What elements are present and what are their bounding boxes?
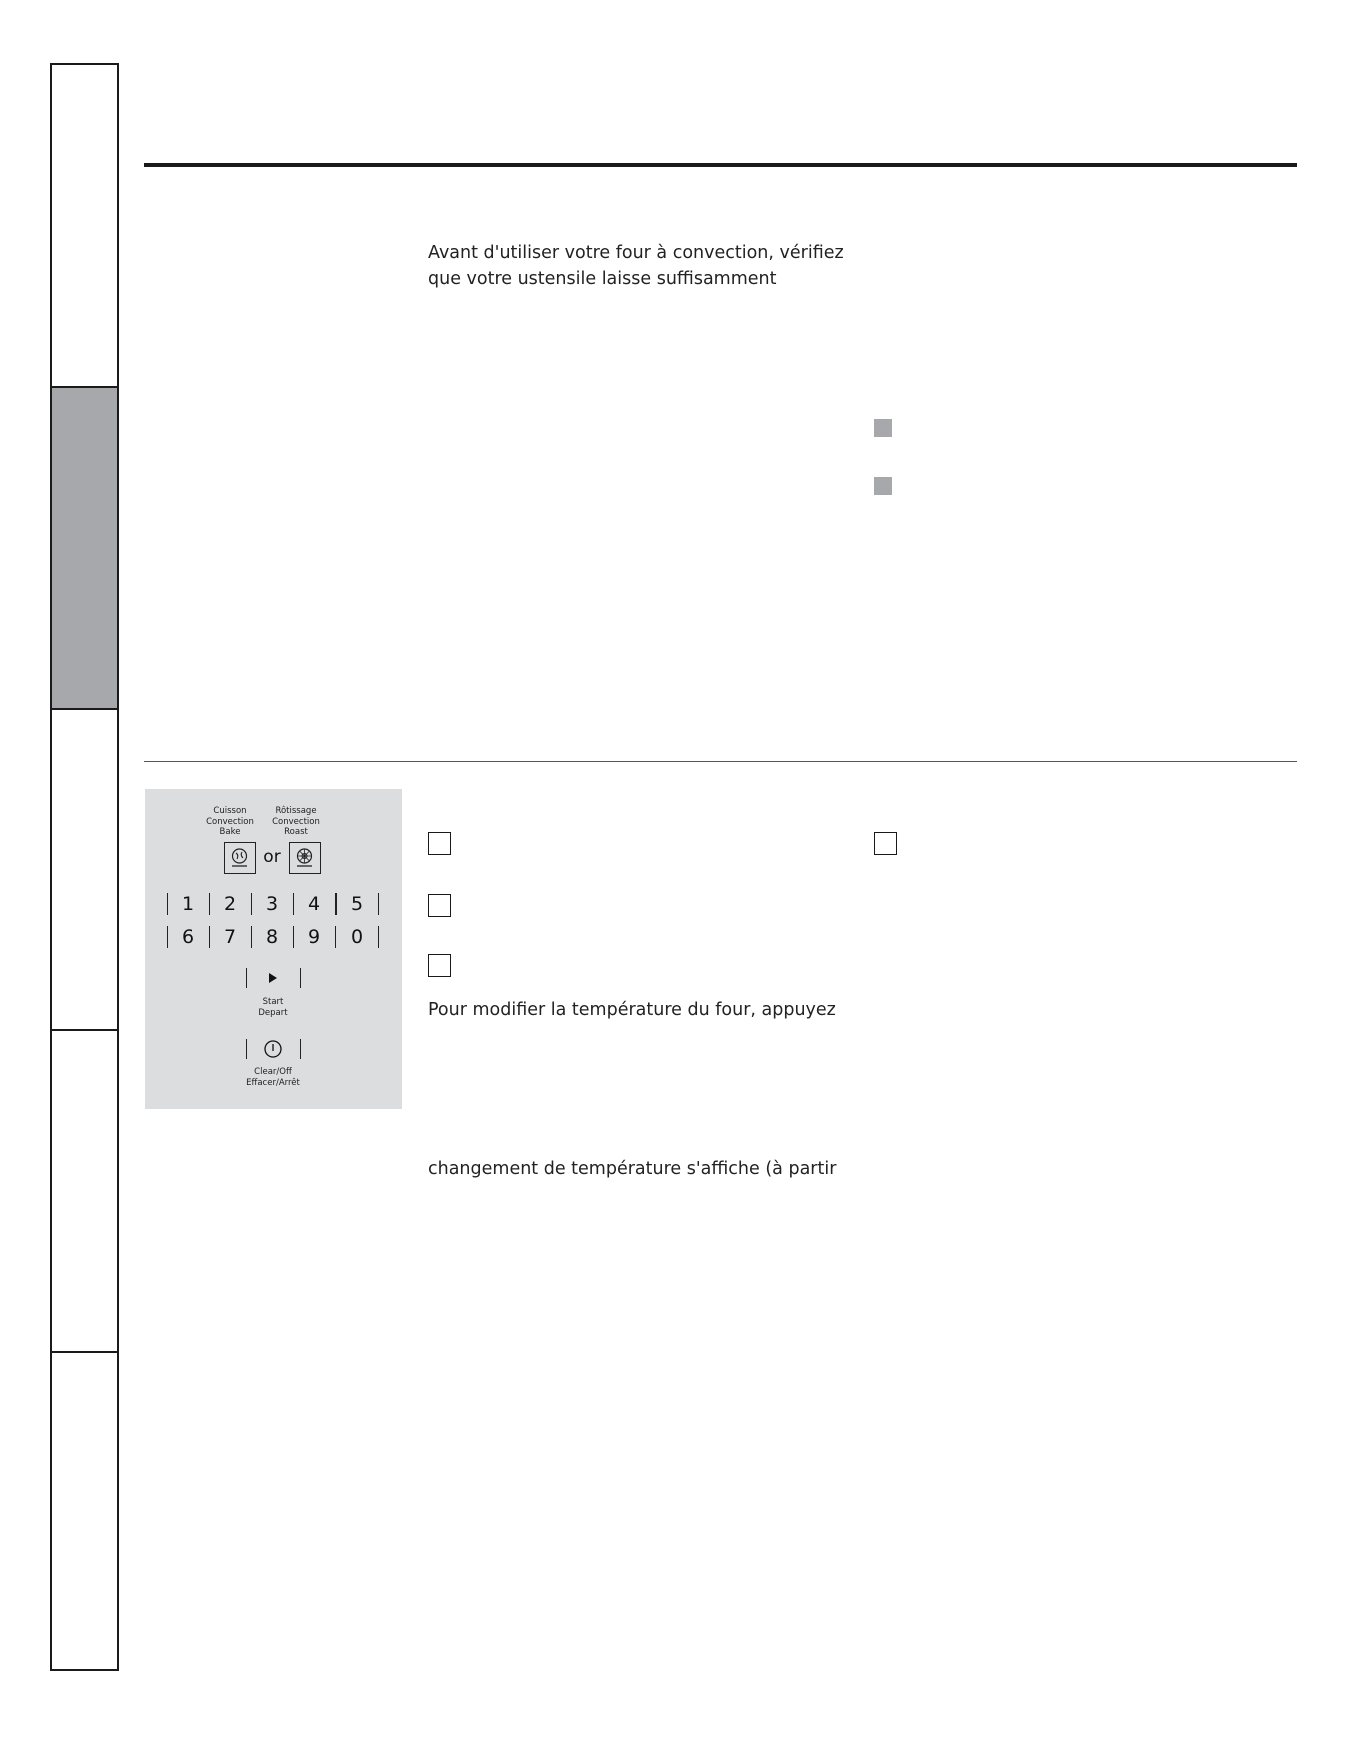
step-box-4 xyxy=(874,832,897,855)
convection-bake-key[interactable] xyxy=(224,842,256,874)
section-tab-3 xyxy=(52,708,117,1029)
start-label: Start Depart xyxy=(258,997,288,1018)
digit-key-2[interactable]: 2 xyxy=(223,893,237,915)
start-play-icon[interactable] xyxy=(267,972,279,984)
step-box-2 xyxy=(428,894,451,917)
digit-key-4[interactable]: 4 xyxy=(307,893,321,915)
clear-off-label: Clear/Off Effacer/Arrêt xyxy=(246,1067,300,1088)
power-icon[interactable] xyxy=(263,1039,283,1059)
section-tabs xyxy=(50,63,119,1671)
bake-label: Cuisson Convection Bake xyxy=(206,806,254,837)
digit-key-1[interactable]: 1 xyxy=(181,893,195,915)
convection-roast-key[interactable] xyxy=(289,842,321,874)
temperature-change-text: changement de température s'affiche (à partir xyxy=(428,1159,837,1179)
section-divider xyxy=(144,761,1297,762)
intro-line-1: Avant d'utiliser votre four à convection, vérifiez xyxy=(428,243,844,263)
intro-line-2: que votre ustensile laisse suffisamment xyxy=(428,269,777,289)
digit-key-6[interactable]: 6 xyxy=(181,926,195,948)
digit-key-0[interactable]: 0 xyxy=(350,926,364,948)
digit-key-7[interactable]: 7 xyxy=(223,926,237,948)
step-box-3 xyxy=(428,954,451,977)
convection-roast-icon xyxy=(290,843,319,872)
section-tab-2-active xyxy=(52,386,117,708)
bullet-square-1 xyxy=(874,419,892,437)
section-tab-1 xyxy=(52,65,117,386)
section-tab-5 xyxy=(52,1351,117,1669)
digit-key-5[interactable]: 5 xyxy=(350,893,364,915)
digit-key-8[interactable]: 8 xyxy=(265,926,279,948)
digit-key-9[interactable]: 9 xyxy=(307,926,321,948)
top-rule xyxy=(144,163,1297,167)
modify-temperature-text: Pour modifier la température du four, appuyez xyxy=(428,1000,836,1020)
step-box-1 xyxy=(428,832,451,855)
convection-bake-icon xyxy=(225,843,254,872)
or-text: or xyxy=(263,847,281,867)
bullet-square-2 xyxy=(874,477,892,495)
control-panel-illustration xyxy=(145,789,402,1109)
roast-label: Rôtissage Convection Roast xyxy=(272,806,320,837)
section-tab-4 xyxy=(52,1029,117,1351)
digit-key-3[interactable]: 3 xyxy=(265,893,279,915)
